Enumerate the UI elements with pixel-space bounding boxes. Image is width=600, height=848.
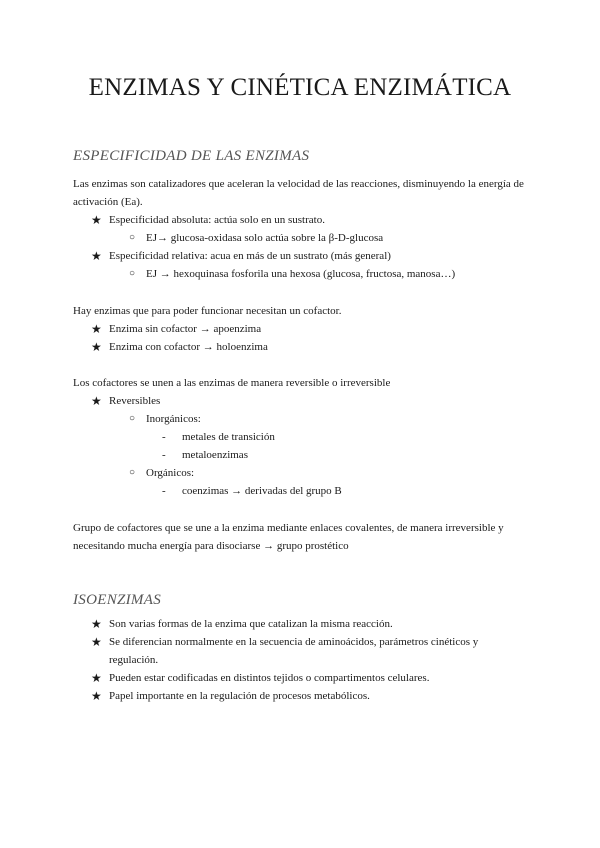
prosthetic-group-paragraph: Grupo de cofactores que se une a la enzima mediante enlaces covalentes, de manera irreversible y necesitando mucha energía para disociarse → grupo prostético	[73, 522, 504, 552]
sub-sub-item-transition-metals: - metales de transición	[182, 428, 275, 446]
sub-item-absolute-example: ○ EJ→ glucosa-oxidasa solo actúa sobre la β-D-glucosa	[146, 229, 383, 247]
list-item-isoenzyme-1: ★ Son varias formas de la enzima que catalizan la misma reacción.	[91, 617, 393, 631]
circle-bullet-icon: ○	[129, 268, 136, 279]
star-bullet-icon: ★	[91, 689, 102, 703]
cofactor-intro: Hay enzimas que para poder funcionar necesitan un cofactor.	[73, 305, 342, 317]
circle-bullet-icon: ○	[129, 232, 136, 243]
sub-sub-item-coenzymes: - coenzimas → derivadas del grupo B	[182, 482, 342, 500]
section-heading-specificity: ESPECIFICIDAD DE LAS ENZIMAS	[73, 148, 310, 164]
star-bullet-icon: ★	[91, 635, 102, 649]
section-heading-isoenzymes: ISOENZIMAS	[73, 592, 161, 608]
page-title: ENZIMAS Y CINÉTICA ENZIMÁTICA	[88, 74, 512, 101]
star-bullet-icon: ★	[91, 617, 102, 631]
dash-bullet-icon: -	[162, 431, 166, 443]
specificity-intro: Las enzimas son catalizadores que aceleran la velocidad de las reacciones, disminuyendo la energía de activación (Ea).	[73, 178, 524, 208]
list-item-relative: ★ Especificidad relativa: acua en más de un sustrato (más general)	[91, 249, 391, 263]
star-bullet-icon: ★	[91, 249, 102, 263]
star-bullet-icon: ★	[91, 394, 102, 408]
star-bullet-icon: ★	[91, 671, 102, 685]
list-item-absolute: ★ Especificidad absoluta: actúa solo en un sustrato.	[91, 213, 325, 227]
star-bullet-icon: ★	[91, 322, 102, 336]
dash-bullet-icon: -	[162, 449, 166, 461]
list-item-isoenzyme-2: ★ Se diferencian normalmente en la secuencia de aminoácidos, parámetros cinéticos y regulación.	[91, 635, 479, 666]
sub-item-relative-example: ○ EJ → hexoquinasa fosforila una hexosa (glucosa, fructosa, manosa…)	[146, 265, 455, 283]
list-item-isoenzyme-4: ★ Papel importante en la regulación de procesos metabólicos.	[91, 689, 370, 703]
binding-intro: Los cofactores se unen a las enzimas de manera reversible o irreversible	[73, 377, 391, 389]
sub-sub-item-metalloenzymes: - metaloenzimas	[182, 446, 248, 464]
list-item-apoenzyme: ★ Enzima sin cofactor → apoenzima	[91, 322, 262, 336]
star-bullet-icon: ★	[91, 340, 102, 354]
sub-item-inorganic: ○ Inorgánicos:	[146, 410, 201, 428]
list-item-reversible: ★ Reversibles	[91, 394, 161, 408]
star-bullet-icon: ★	[91, 213, 102, 227]
circle-bullet-icon: ○	[129, 467, 136, 478]
dash-bullet-icon: -	[162, 485, 166, 497]
sub-item-organic: ○ Orgánicos:	[146, 464, 194, 482]
list-item-holoenzyme: ★ Enzima con cofactor → holoenzima	[91, 340, 268, 354]
circle-bullet-icon: ○	[129, 413, 136, 424]
list-item-isoenzyme-3: ★ Pueden estar codificadas en distintos tejidos o compartimentos celulares.	[91, 671, 430, 685]
